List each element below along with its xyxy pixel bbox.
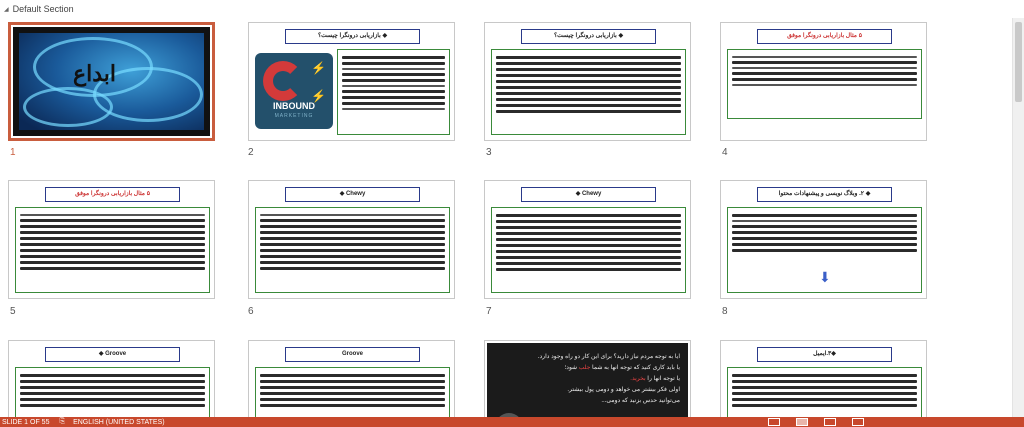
slide-thumbnail-9[interactable] xyxy=(8,340,215,427)
slide-number: 3 xyxy=(486,147,492,158)
slide-title: Groove ◆ xyxy=(45,347,180,362)
slide-content-box xyxy=(337,49,450,135)
slide-content-box xyxy=(491,49,686,135)
inbound-marketing-image xyxy=(255,53,333,129)
quote-line: اولی فکر بیشتر می خواهد و دومی پول بیشتر. xyxy=(567,387,680,393)
slide-title: ◆ بازاریابی درونگرا چیست؟ xyxy=(285,29,420,44)
collapse-triangle-icon[interactable]: ◢ xyxy=(4,6,9,13)
slide-sorter-view-icon[interactable] xyxy=(796,418,808,426)
slide-title: Chewy ◆ xyxy=(285,187,420,202)
quote-line: می‌توانید حدس بزنید که دومی... xyxy=(601,398,680,404)
slide-content-box xyxy=(15,207,210,293)
quote-line: آیا به توجه مردم نیاز دارید؟ برای این کار دو راه وجود دارد. xyxy=(537,354,680,360)
slide-title: ◆ ۲. وبلاگ نویسی و پیشنهادات محتوا xyxy=(757,187,892,202)
slide-thumbnail-2[interactable] xyxy=(248,22,455,141)
slide-thumbnail-1[interactable] xyxy=(8,22,215,141)
slide-thumbnail-4[interactable] xyxy=(720,22,927,141)
quote-line: یا توجه آنها را بخرید. xyxy=(630,376,680,382)
normal-view-icon[interactable] xyxy=(768,418,780,426)
vertical-scrollbar[interactable] xyxy=(1012,18,1024,417)
slide-thumbnail-12[interactable] xyxy=(720,340,927,427)
language-indicator[interactable]: ENGLISH (UNITED STATES) xyxy=(73,418,165,426)
calligraphy-graphic: ابداع xyxy=(73,61,117,87)
slide-thumbnail-11[interactable] xyxy=(484,340,691,427)
section-name: Default Section xyxy=(12,4,74,14)
dark-quote-slide xyxy=(487,343,688,427)
slide-number: 2 xyxy=(248,147,254,158)
slide-content-box xyxy=(491,207,686,293)
slide-number: 8 xyxy=(722,306,728,317)
slide-number: 7 xyxy=(486,306,492,317)
spell-check-icon[interactable]: ⎘ xyxy=(59,418,66,425)
slide-thumbnail-3[interactable] xyxy=(484,22,691,141)
slide-title: ۵ مثال بازاریابی درونگرا موفق xyxy=(757,29,892,44)
slide-title: ◆ بازاریابی درونگرا چیست؟ xyxy=(521,29,656,44)
slide-number: 5 xyxy=(10,306,16,317)
inbound-label: INBOUND xyxy=(273,101,315,111)
magnet-icon xyxy=(263,61,303,101)
slideshow-view-icon[interactable] xyxy=(852,418,864,426)
slide-title: Groove xyxy=(285,347,420,362)
quote-line: یا باید کاری کنید که توجه آنها به شما جلب شود؛ xyxy=(564,365,680,371)
lightning-icon: ⚡ xyxy=(311,61,326,75)
slide-title: Chewy ◆ xyxy=(521,187,656,202)
scrollbar-thumb[interactable] xyxy=(1015,22,1022,102)
slide-content-box xyxy=(255,207,450,293)
slide-counter[interactable]: SLIDE 1 OF 55 xyxy=(2,418,50,426)
slide-thumbnail-8[interactable] xyxy=(720,180,927,299)
slide-title: ۵ مثال بازاریابی درونگرا موفق xyxy=(45,187,180,202)
arrow-down-icon: ⬇ xyxy=(819,269,831,285)
view-buttons xyxy=(768,417,880,427)
slide-number: 1 xyxy=(10,147,16,158)
section-header[interactable] xyxy=(0,0,1024,18)
slide-thumbnail-10[interactable] xyxy=(248,340,455,427)
slide-number: 6 xyxy=(248,306,254,317)
cover-image xyxy=(13,27,210,136)
slide-thumbnail-7[interactable] xyxy=(484,180,691,299)
reading-view-icon[interactable] xyxy=(824,418,836,426)
status-bar xyxy=(0,417,1024,427)
marketing-label: MARKETING xyxy=(274,113,314,119)
slide-thumbnail-6[interactable] xyxy=(248,180,455,299)
lightning-icon: ⚡ xyxy=(311,89,326,103)
slide-title: ◆۳.ایمیل xyxy=(757,347,892,362)
slide-number: 4 xyxy=(722,147,728,158)
slide-content-box xyxy=(727,49,922,119)
slide-thumbnail-5[interactable] xyxy=(8,180,215,299)
